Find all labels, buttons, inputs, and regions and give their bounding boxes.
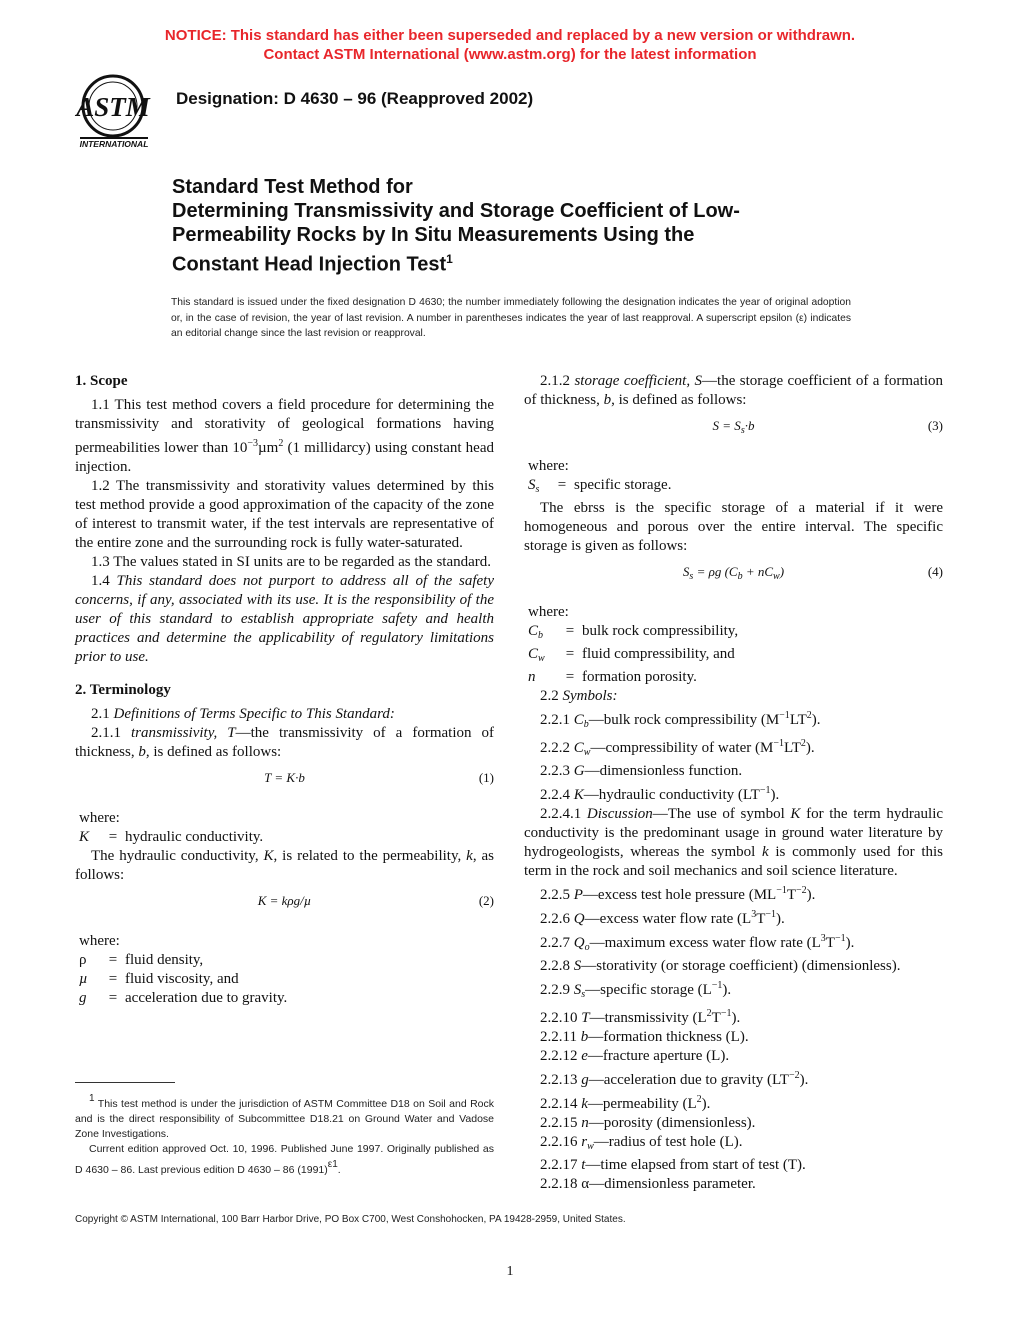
symbol-2-2-15: 2.2.15 n—porosity (dimensionless).: [540, 1115, 756, 1131]
footnote-1: 1 This test method is under the jurisdiction of ASTM Committee D18 on Soil and Rock and is the direct responsibility of Subcommittee D18.21 on Ground Water and Vadose Zone Investigations.: [75, 1093, 494, 1140]
equation-3-expr: $S = S_s\cdot b$: [712, 418, 755, 436]
equation-2: [75, 891, 494, 910]
symbol-2-2-4: 2.2.4 K—hydraulic conductivity $(LT^{-1})$.: [540, 785, 780, 803]
astm-logo-icon: [70, 72, 160, 152]
symbol-2-2-11: 2.2.11 b—formation thickness (L).: [540, 1029, 749, 1045]
copyright-line: Copyright © ASTM International, 100 Barr Harbor Drive, PO Box C700, West Conshohocken, PA 19428-2959, United States.: [75, 1214, 626, 1225]
definition-rho: ρ = fluid density,: [79, 952, 204, 968]
para-2-2-4-1: 2.2.4.1 Discussion—The use of symbol K for the term hydraulic conductivity is the predominant usage in ground water literature by hydrogeologists, whereas the symbol k is commonly used for this term in the rock and soil mechanics and soil science literature.: [524, 806, 944, 879]
para-1-3: 1.3 The values stated in SI units are to be regarded as the standard.: [91, 554, 492, 570]
definition-Cw: $C_w$ = fluid compressibility, and: [528, 646, 735, 664]
symbol-2-2-2: 2.2.2 $C_w—compressibility$ of water $(M^{-1}LT^2)$.: [540, 738, 815, 758]
designation: Designation: D 4630 – 96 (Reapproved 2002): [176, 89, 534, 108]
para-2-1-1: 2.1.1 transmissivity, T—the transmissivity of a formation of thickness, b, is defined as follows:: [75, 725, 495, 760]
terminology-heading: 2. Terminology: [75, 682, 171, 698]
equation-3-number: (3): [927, 418, 943, 433]
definition-g: g = acceleration due to gravity.: [79, 990, 288, 1006]
definition-mu: µ = fluid viscosity, and: [79, 971, 239, 987]
where-label-1: where:: [79, 810, 120, 826]
para-2-1: 2.1 Definitions of Terms Specific to This Standard:: [91, 706, 395, 722]
symbol-2-2-12: 2.2.12 e—fracture aperture (L).: [540, 1048, 730, 1064]
definition-K: K = hydraulic conductivity.: [79, 829, 264, 845]
symbol-2-2-7: 2.2.7 $Q_o—maximum$ excess water flow rate $(L^3T^{-1})$.: [540, 933, 855, 953]
notice-line-1: NOTICE: This standard has either been superseded and replaced by a new version or withdrawn.: [164, 27, 856, 44]
notice-line-2: Contact ASTM International (www.astm.org) for the latest information: [263, 46, 757, 63]
equation-3: [524, 416, 943, 435]
title-line-4: Constant Head Injection Test: [172, 253, 447, 276]
symbol-2-2-16: 2.2.16 $r_w—radius$ of test hole (L).: [540, 1134, 743, 1152]
symbol-2-2-8: 2.2.8 S—storativity (or storage coefficient) (dimensionless).: [540, 958, 901, 974]
para-2-1-2: 2.1.2 storage coefficient, S—the storage coefficient of a formation of thickness, b, is defined as follows:: [524, 373, 944, 408]
equation-4-expr: $S_s = \rho g$ $(C_b + nC_w)$: [682, 564, 785, 582]
supersede-notice: [0, 26, 1020, 64]
document-title: [172, 175, 872, 277]
para-2-2: 2.2 Symbols:: [540, 688, 618, 704]
symbol-2-2-13: 2.2.13 g—acceleration due to gravity $(LT^{-2})$.: [540, 1070, 809, 1088]
definition-Ss: $S_s$ = specific storage.: [528, 477, 672, 495]
title-footnote-ref: 1: [446, 252, 453, 266]
para-hydraulic: The hydraulic conductivity, K, is related to the permeability, k, as follows:: [75, 848, 494, 883]
para-1-4: 1.4 This standard does not purport to address all of the safety concerns, if any, associated with its use. It is the responsibility of the user of this standard to establish appropriate safety and health practices and determine the applicability of regulatory limitations prior to use.: [75, 573, 495, 665]
where-label-2: where:: [79, 933, 120, 949]
logo-subtext: INTERNATIONAL: [79, 139, 149, 149]
symbol-2-2-14: 2.2.14 k—permeability $(L^2)$.: [540, 1094, 711, 1112]
title-line-3: Permeability Rocks by In Situ Measurements Using the: [172, 224, 695, 246]
scope-heading: 1. Scope: [75, 373, 128, 389]
footnote: [75, 1091, 494, 1178]
definition-Cb: $C_b$ = bulk rock compressibility,: [528, 623, 739, 641]
equation-4-number: (4): [927, 564, 943, 579]
left-column: [75, 372, 494, 1008]
symbol-2-2-6: 2.2.6 Q—excess water flow rate $(L^3T^{-1})$.: [540, 909, 785, 927]
equation-4: [524, 562, 943, 581]
symbol-2-2-3: 2.2.3 G—dimensionless function.: [540, 763, 743, 779]
symbol-2-2-9: 2.2.9 $S_s—specific$ storage $(L^{-1})$.: [540, 980, 732, 1000]
equation-1-number: (1): [478, 770, 494, 785]
logo-wordmark: ASTM: [76, 92, 150, 122]
equation-1: [75, 768, 494, 787]
symbol-2-2-10: 2.2.10 T—transmissivity $(L^2T^{-1})$.: [540, 1008, 741, 1026]
where-label-3: where:: [528, 458, 569, 474]
title-line-1: Standard Test Method for: [172, 176, 413, 198]
title-line-2: Determining Transmissivity and Storage Coefficient of Low-: [172, 200, 740, 222]
equation-2-expr: K = kρg/µ: [257, 893, 312, 908]
symbol-2-2-18: 2.2.18 α—dimensionless parameter.: [540, 1176, 756, 1192]
issue-note: This standard is issued under the fixed designation D 4630; the number immediately following the designation indicates the year of original adoption or, in the case of revision, the year of last revision. A number in parentheses indicates the year of last reapproval. A superscript epsilon (ε) indicates an editorial change since the last revision or reapproval.: [171, 297, 851, 339]
footnote-divider: [75, 1082, 175, 1083]
page-number: 1: [506, 1264, 514, 1279]
right-column: [524, 372, 943, 1194]
equation-1-expr: T = K·b: [264, 770, 305, 785]
para-1-2: 1.2 The transmissivity and storativity values determined by this test method provide a good approximation of the capacity of the zone of interest to transmit water, if the test intervals are representative of the entire zone and the surrounding rock is fully water-saturated.: [75, 478, 494, 551]
symbol-2-2-17: 2.2.17 t—time elapsed from start of test (T).: [540, 1157, 806, 1173]
symbol-2-2-5: 2.2.5 P—excess test hole pressure $(ML^{-1}T^{-2})$.: [540, 885, 816, 903]
para-1-1: 1.1 This test method covers a field procedure for determining the transmissivity and storativity of geological formations having permeabilities lower than $10^{-3}\mu m^2$ (1 millidarcy) using constant head injection.: [75, 397, 494, 475]
footnote-2: Current edition approved Oct. 10, 1996. Published June 1997. Originally published as D 4630 – 86. Last previous edition D 4630 – 86 (1991)ε1.: [75, 1143, 494, 1176]
where-label-4: where:: [528, 604, 569, 620]
para-ebrss: The ebrss is the specific storage of a material if it were homogeneous and porous over the entire interval. The specific storage is given as follows:: [524, 500, 943, 554]
definition-n: n = formation porosity.: [528, 669, 697, 685]
equation-2-number: (2): [478, 893, 494, 908]
symbol-2-2-1: 2.2.1 $C_b—bulk$ rock compressibility $(M^{-1}LT^2)$.: [540, 710, 821, 730]
